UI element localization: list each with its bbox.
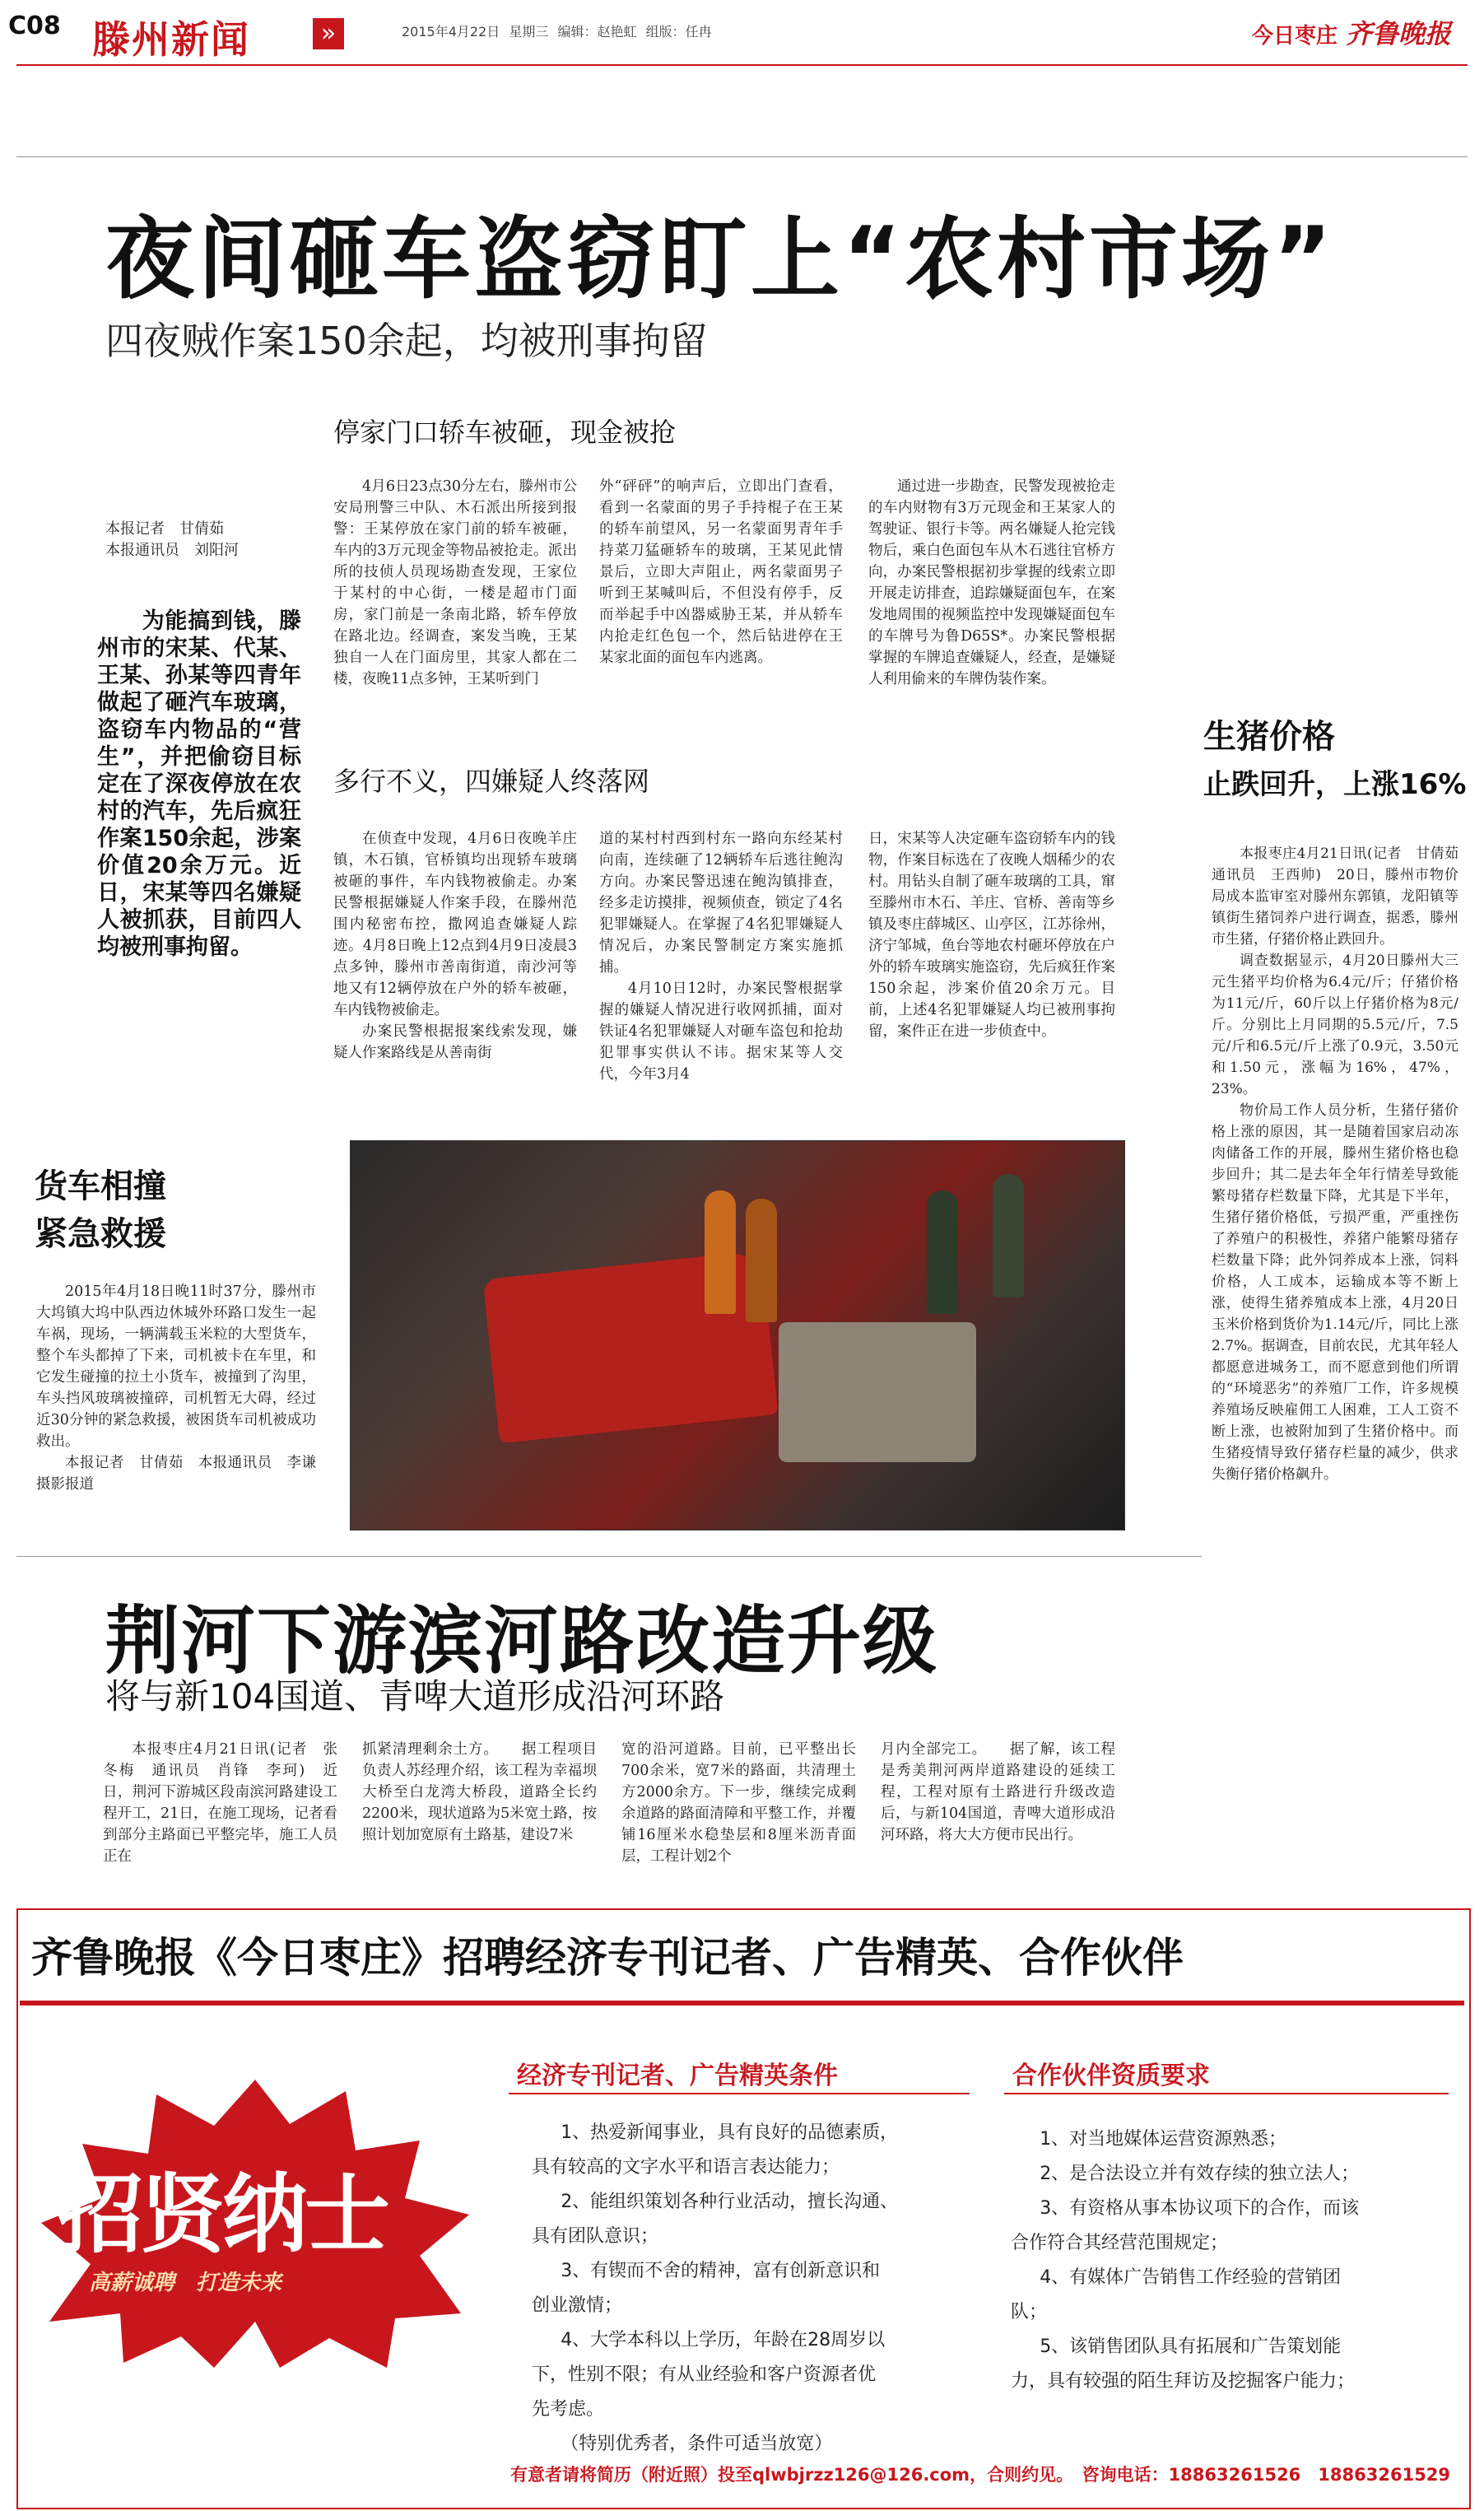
issue-meta	[402, 21, 712, 40]
ad-left-list: 1、热爱新闻事业，具有良好的品德素质， 具有较高的文字水平和语言表达能力； 2、能组织策划各种行业活动，擅长沟通、 具有团队意识； 3、有锲而不舍的精神，富有创新意识和 创业激情； 4、大学本科以上学历，年龄在28周岁以 下，性别不限；有从业经验和客户资源者优 先考虑。 （特别优秀者，条件可适当放宽）	[532, 2122, 899, 2454]
pig-headline	[1203, 713, 1467, 808]
stamp-main-text: 招贤纳士	[58, 2164, 388, 2265]
main-subhead: 四夜贼作案150余起，均被刑事拘留	[105, 319, 708, 363]
main-byline	[105, 519, 286, 561]
road-col4: 月内全部完工。 据了解，该工程是秀美荆河两岸道路建设的延续工程，工程对原有土路进行升级改造后，与新104国道，青啤大道形成沿河环路，将大大方便市民出行。	[881, 1741, 1115, 1843]
main-lead: 为能搞到钱，滕州市的宋某、代某、王某、孙某等四青年做起了砸汽车玻璃，盗窃车内物品的“营生”，并把偷窃目标定在了深夜停放在农村的汽车，先后疯狂作案150余起，涉案价值20余万元。近日，宋某等四名嫌疑人被抓获，目前四人均被刑事拘留。	[97, 608, 301, 960]
section1-col2: 外“砰砰”的响声后，立即出门查看，看到一名蒙面的男子手持棍子在王某的轿车前望风，另一名蒙面男青年手持菜刀猛砸轿车的玻璃，王某见此情景后，立即大声阻止，两名蒙面男子听到王某喊叫后，不但没有停手，反而举起手中凶器威胁王某，并从轿车内抢走红色包一个，然后钻进停在王某家北面的面包车内逃离。	[599, 478, 843, 666]
ad-left-underline	[509, 2093, 970, 2094]
issue-date: 2015年4月22日	[402, 24, 500, 40]
top-rule	[16, 156, 1468, 157]
section2-col3: 日，宋某等人决定砸车盗窃轿车内的钱物，作案目标选在了夜晚人烟稀少的农村。用钻头自制了砸车玻璃的工具，窜至滕州市木石、羊庄、官桥、善南等乡镇及枣庄薛城区、山亭区，江苏徐州，济宁邹城，鱼台等地农村砸坏停放在户外的轿车玻璃实施盗窃，先后疯狂作案150余起，涉案价值20余万元。目前，上述4名犯罪嫌疑人均已被刑事拘留，案件正在进一步侦查中。	[868, 831, 1115, 1040]
chevron-right-icon: »	[313, 18, 344, 49]
truck-title1: 货车相撞	[35, 1167, 166, 1205]
issue-editor: 编辑：赵艳虹	[557, 24, 637, 40]
ad-contact-footer: 有意者请将简历（附近照）投至qlwbjrzz126@126.com，合则约见。 咨询电话：18863261526 18863261529	[510, 2465, 1451, 2485]
issue-weekday: 星期三	[509, 24, 549, 40]
section1-col1: 4月6日23点30分左右，滕州市公安局刑警三中队、木石派出所接到报警：王某停放在家门前的轿车被砸，车内的3万元现金等物品被抢走。派出所的技侦人员现场勘查发现，王家位于某村的中心街，一楼是超市门面房，家门前是一条南北路，轿车停放在路北边。经调查，案发当晚，王某独自一人在门面房里，其家人都在二楼，夜晚11点多钟，王某听到门	[333, 478, 577, 687]
ad-title-bar	[20, 2001, 1464, 2006]
photo-officer-shape	[993, 1174, 1024, 1297]
accident-photo	[350, 1140, 1125, 1530]
road-subhead: 将与新104国道、青啤大道形成沿河环路	[105, 1676, 725, 1717]
pig-body: 本报枣庄4月21日讯(记者 甘倩茹 通讯员 王西帅) 20日，滕州市物价局成本监审室对滕州东郭镇，龙阳镇等镇街生猪饲养户进行调查，据悉，滕州市生猪，仔猪价格止跌回升。 调查数据显示，4月20日滕州大三元生猪平均价格为6.4元/斤；仔猪价格为11元/斤，60斤以上仔猪价格为8元/斤。分别比上月同期的5.5元/斤，7.5元/斤和6.5元/斤上涨了0.9元，3.50元和1.50元，涨幅为16%，47%，23%。 物价局工作人员分析，生猪仔猪价格上涨的原因，其一是随着国家启动冻肉储备工作的开展，滕州生猪价格也稳步回升；其二是去年全年行情差导致能繁母猪存栏数量下降，尤其是下半年，生猪仔猪价格低，亏损严重，严重挫伤了养殖户的积极性，养猪户能繁母猪存栏数量下降；此外饲养成本上涨，饲料价格，人工成本，运输成本等不断上涨，使得生猪养殖成本上涨，4月20日玉米价格到货价为1.14元/斤，同比上涨2.7%。据调查，目前农民，尤其年轻人都愿意进城务工，而不愿意到他们所谓的“环境恶劣”的养殖厂工作，许多规模养殖场反映雇佣工人困难，工人工资不断上涨，也被附加到了生猪价格中。而生猪疫情导致仔猪存栏量的减少，供求失衡仔猪价格飙升。	[1212, 846, 1472, 1483]
header-rule	[16, 64, 1468, 66]
ad-left-heading: 经济专刊记者、广告精英条件	[517, 2061, 838, 2090]
road-col2: 抓紧清理剩余土方。 据工程项目负责人苏经理介绍，该工程为幸福坝大桥至白龙湾大桥段，道路全长约2200米，现状道路为5米宽土路，按照计划加宽原有土路基，建设7米	[362, 1741, 597, 1843]
section2-title: 多行不义，四嫌疑人终落网	[333, 766, 650, 797]
ad-right-underline	[1004, 2093, 1449, 2094]
section2-col1: 在侦查中发现，4月6日夜晚羊庄镇，木石镇，官桥镇均出现轿车玻璃被砸的事件，车内钱物被偷走。办案民警根据嫌疑人作案手段，在滕州范围内秘密布控，撒网追查嫌疑人踪迹。4月8日晚上12点到4月9日凌晨3点多钟，滕州市善南街道，南沙河等地又有12辆停放在户外的轿车被砸，车内钱物被偷走。 办案民警根据报案线索发现，嫌疑人作案路线是从善南街	[333, 831, 577, 1061]
truck-title2: 紧急救援	[35, 1215, 166, 1253]
section2-col2: 道的某村村西到村东一路向东经某村向南，连续砸了12辆轿车后逃往鲍沟方向。办案民警迅速在鲍沟镇排查，经多走访摸排，视频侦查，锁定了4名犯罪嫌疑人。在掌握了4名犯罪嫌疑人情况后，办案民警制定方案实施抓捕。 4月10日12时，办案民警根据掌握的嫌疑人情况进行收网抓捕，面对铁证4名犯罪嫌疑人对砸车盗包和抢劫犯罪事实供认不讳。据宋某等人交代，今年3月4	[599, 831, 843, 1083]
section1-col3: 通过进一步勘查，民警发现被抢走的车内财物有3万元现金和王某家人的驾驶证、银行卡等。两名嫌疑人抢完钱物后，乘白色面包车从木石逃往官桥方向，办案民警根据初步掌握的线索立即开展走访排查，追踪嫌疑面包车，在案发地周围的视频监控中发现嫌疑面包车的车牌号为鲁D65S*。办案民警根据掌握的车牌追查嫌疑人，经查，是嫌疑人利用偷来的车牌伪装作案。	[868, 478, 1115, 687]
road-col1: 本报枣庄4月21日讯(记者 张冬梅 通讯员 肖锋 李珂) 近日，荆河下游城区段南滨河路建设工程开工，21日，在施工现场，记者看到部分主路面已平整完毕，施工人员正在	[103, 1741, 337, 1865]
photo-rescuer-shape	[705, 1190, 736, 1314]
photo-debris-shape	[779, 1322, 976, 1462]
road-rule	[16, 1556, 1202, 1557]
photo-officer-shape	[927, 1190, 958, 1314]
section-title: 滕州新闻	[92, 17, 250, 62]
truck-headline	[35, 1162, 314, 1258]
main-headline: 夜间砸车盗窃盯上“农村市场”	[105, 208, 1335, 311]
road-col3: 宽的沿河道路。目前，已平整出长700余米，宽7米的路面，共清理土方2000余方。下一步，继续完成剩余道路的路面清障和平整工作，并覆铺16厘米水稳垫层和8厘米沥青面层，工程计划2个	[621, 1741, 856, 1865]
byline-reporter: 本报记者 甘倩茹	[105, 520, 224, 538]
page-number: C08	[8, 12, 61, 40]
section-banner	[92, 3, 339, 62]
road-headline: 荆河下游滨河路改造升级	[105, 1598, 938, 1684]
masthead-brand	[1252, 13, 1451, 51]
brand-plain: 今日枣庄	[1251, 24, 1337, 49]
ad-right-heading: 合作伙伴资质要求	[1012, 2061, 1210, 2090]
brand-logo: 齐鲁晚报	[1345, 18, 1451, 49]
issue-layout: 组版：任冉	[645, 24, 712, 40]
stamp-sub-text: 高薪诚聘 打造未来	[89, 2271, 282, 2295]
pig-title1: 生猪价格	[1203, 718, 1335, 756]
truck-body: 2015年4月18日晚11时37分，滕州市大坞镇大坞中队西边休城外环路口发生一起车祸，现场，一辆满载玉米粒的大型货车，整个车头都掉了下来，司机被卡在车里，和它发生碰撞的拉土小货车，被撞到了沟里，车头挡风玻璃被撞碎，司机暂无大碍，经过近30分钟的紧急救援，被困货车司机被成功救出。 本报记者 甘倩茹 本报通讯员 李谦 摄影报道	[36, 1283, 331, 1493]
pig-title2: 止跌回升，上涨16%	[1203, 768, 1467, 801]
photo-rescuer-shape	[746, 1199, 777, 1322]
ad-right-list: 1、对当地媒体运营资源熟悉； 2、是合法设立并有效存续的独立法人； 3、有资格从事本协议项下的合作，而该 合作符合其经营范围规定； 4、有媒体广告销售工作经验的营销团 队； 5、该销售团队具有拓展和广告策划能 力，具有较强的陌生拜访及挖掘客户能力；	[1011, 2129, 1360, 2392]
recruit-stamp	[33, 2075, 477, 2371]
byline-correspondent: 本报通讯员 刘阳河	[105, 542, 239, 559]
ad-title: 齐鲁晚报《今日枣庄》招聘经济专刊记者、广告精英、合作伙伴	[31, 1934, 1184, 1982]
section1-title: 停家门口轿车被砸，现金被抢	[333, 417, 677, 448]
